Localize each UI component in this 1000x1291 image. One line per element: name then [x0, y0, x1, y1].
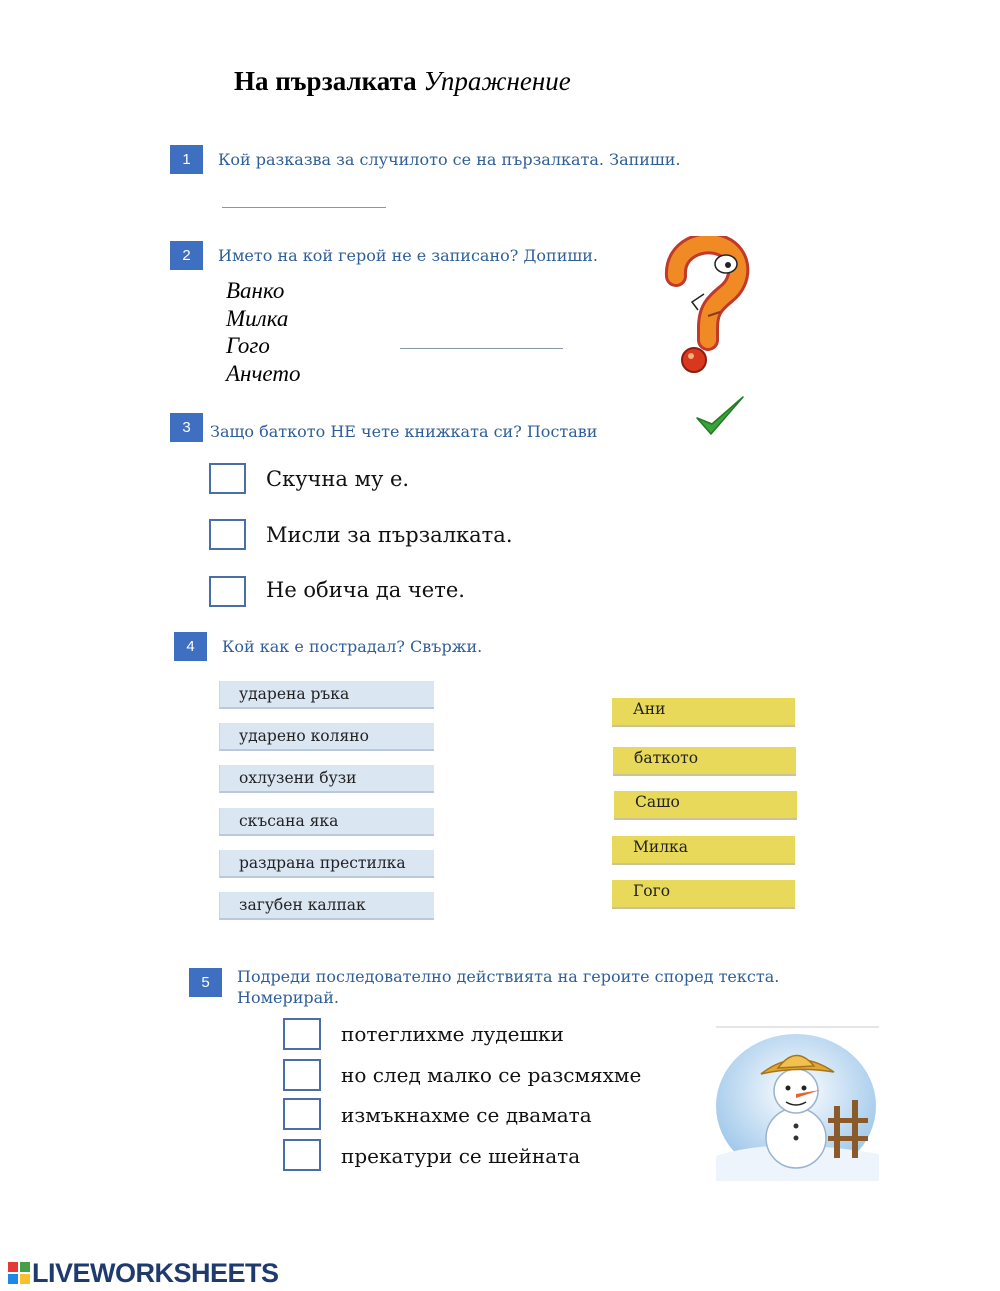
worksheet-title — [234, 66, 571, 97]
question-3-checkbox-3[interactable] — [209, 576, 246, 607]
snowman-picture-icon — [716, 1026, 879, 1181]
match-left-item[interactable]: скъсана яка — [219, 808, 434, 836]
question-3-checkbox-1[interactable] — [209, 463, 246, 494]
question-1-answer-line[interactable] — [222, 207, 386, 208]
name-item: Ванко — [226, 278, 285, 303]
question-3-number: 3 — [170, 413, 203, 442]
match-right-item[interactable]: Ани — [612, 698, 795, 727]
liveworksheets-logo-icon — [8, 1262, 30, 1284]
question-3-checkbox-2[interactable] — [209, 519, 246, 550]
question-3-option-3: Не обича да чете. — [266, 578, 465, 602]
question-1-text: Кой разказва за случилото се на пързалката. Запиши. — [218, 150, 681, 169]
name-item: Милка — [226, 305, 289, 331]
question-1-number: 1 — [170, 145, 203, 174]
match-left-item[interactable]: раздрана престилка — [219, 850, 434, 878]
question-2-names-list — [226, 277, 300, 387]
match-left-item[interactable]: загубен калпак — [219, 892, 434, 920]
question-2-text: Името на кой герой не е записано? Допиши. — [218, 246, 599, 265]
question-4-text: Кой как е пострадал? Свържи. — [222, 637, 483, 656]
question-5-number-box-4[interactable] — [283, 1139, 321, 1171]
question-5-option-3: измъкнахме се двамата — [341, 1103, 592, 1127]
question-5-option-2: но след малко се разсмяхме — [341, 1063, 642, 1087]
match-right-item[interactable]: Милка — [612, 836, 795, 865]
liveworksheets-logo — [8, 1258, 279, 1288]
question-5-number-box-2[interactable] — [283, 1059, 321, 1091]
question-5-number-box-1[interactable] — [283, 1018, 321, 1050]
question-5-number: 5 — [189, 968, 222, 997]
question-5-option-4: прекатури се шейната — [341, 1144, 581, 1168]
green-checkmark-icon — [694, 394, 746, 438]
match-left-item[interactable]: ударена ръка — [219, 681, 434, 709]
name-item: Гого — [226, 333, 270, 358]
question-5-number-box-3[interactable] — [283, 1098, 321, 1130]
question-mark-character-icon — [664, 236, 750, 376]
title-bold: На пързалката — [234, 66, 417, 96]
question-5-text-line-1: Подреди последователно действията на героите според текста. — [237, 967, 780, 986]
liveworksheets-logo-text: LIVEWORKSHEETS — [32, 1258, 279, 1288]
match-right-item[interactable]: баткото — [613, 747, 796, 776]
question-3-text: Защо баткото НЕ чете книжката си? Постави — [210, 422, 598, 441]
question-3-option-1: Скучна му е. — [266, 467, 410, 491]
question-5-text — [237, 966, 779, 1008]
question-2-number: 2 — [170, 241, 203, 270]
question-5-text-line-2: Номерирай. — [237, 988, 339, 1007]
match-left-item[interactable]: охлузени бузи — [219, 765, 434, 793]
question-4-number: 4 — [174, 632, 207, 661]
question-2-answer-line[interactable] — [400, 348, 563, 349]
question-3-option-2: Мисли за пързалката. — [266, 523, 513, 547]
title-italic: Упражнение — [423, 66, 571, 96]
question-5-option-1: потеглихме лудешки — [341, 1022, 564, 1046]
name-item: Анчето — [226, 360, 301, 386]
match-left-item[interactable]: ударено коляно — [219, 723, 434, 751]
match-right-item[interactable]: Гого — [612, 880, 795, 909]
match-right-item[interactable]: Сашо — [614, 791, 797, 820]
